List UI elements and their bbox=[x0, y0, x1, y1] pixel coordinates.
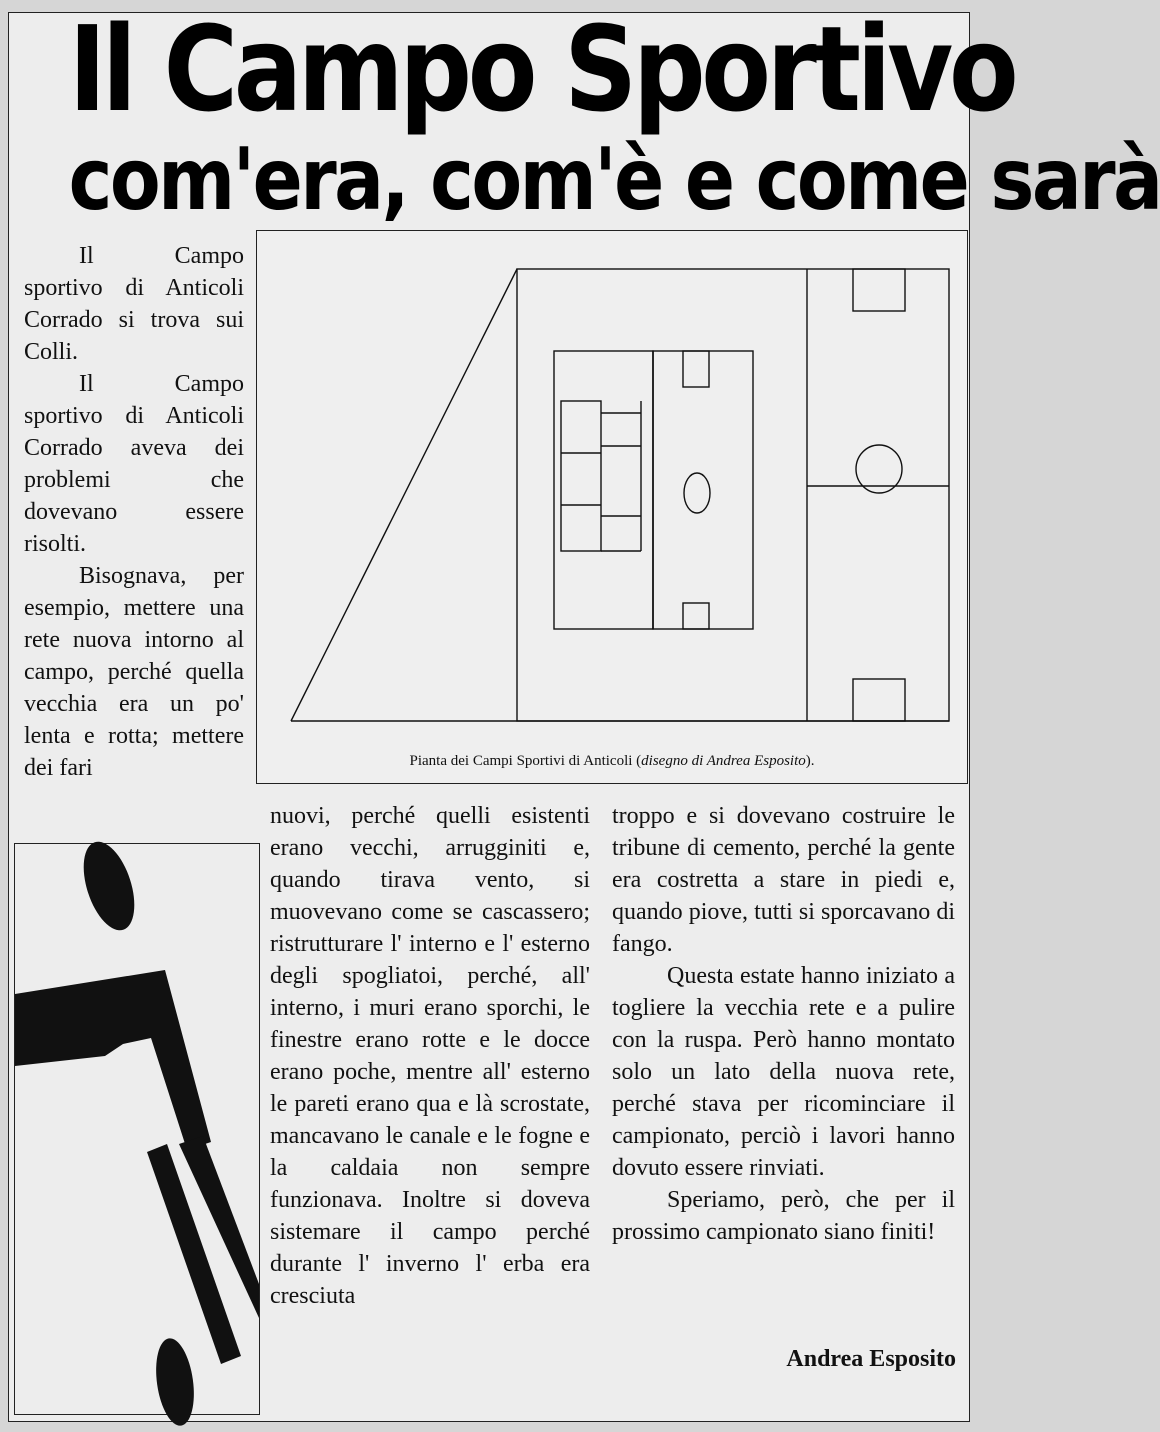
field-plan-drawing bbox=[257, 231, 967, 783]
paragraph: nuovi, perché quelli esistenti erano vecchi, arrugginiti e, quando tirava vento, si muovevano come se cascassero; ristrutturare l' interno e l' esterno degli spogliatoi, perché, all' interno, i muri erano sporchi, le finestre erano rotte e le docce erano poche, mentre all' esterno le pareti erano qua e là scrostate, mancavano le canale e le fogne e la caldaia non sempre funzionava. Inoltre si doveva sistemare il campo perché durante l' inverno l' erba era cresciuta bbox=[270, 803, 590, 1309]
sports-field-plan-figure bbox=[256, 230, 968, 784]
small-football-pitch bbox=[653, 351, 753, 629]
subheadline: com'era, com'è e come sarà bbox=[68, 130, 1160, 230]
paragraph: Questa estate hanno iniziato a togliere la vecchia rete e a pulire con la ruspa. Però hanno montato solo un lato della nuova rete, perché stava per ricominciare il campionato, perciò i lavori hanno dovuto essere rinviati. bbox=[612, 963, 955, 1181]
paragraph: troppo e si dovevano costruire le tribune di cemento, perché la gente era costretta a stare in piedi e, quando piove, tutti si sporcavano di fango. bbox=[612, 803, 955, 957]
perimeter-diagonal-line bbox=[291, 269, 517, 721]
paragraph: Speriamo, però, che per il prossimo campionato siano finiti! bbox=[612, 1187, 955, 1245]
caption-text: Pianta dei Campi Sportivi di Anticoli ( bbox=[409, 753, 642, 769]
article-column-2 bbox=[270, 800, 590, 1312]
goal-area-bottom bbox=[683, 603, 709, 629]
paragraph: Il Campo sportivo di Anticoli Corrado si trova sui Colli. bbox=[24, 243, 244, 365]
caption-credit: disegno di Andrea Esposito bbox=[641, 753, 806, 769]
goal-area-top bbox=[683, 351, 709, 387]
penalty-area-top bbox=[853, 269, 905, 311]
tennis-court-inner bbox=[561, 401, 601, 551]
centre-circle-small bbox=[684, 473, 710, 513]
headline: Il Campo Sportivo bbox=[68, 0, 1015, 138]
author-name: Andrea Esposito bbox=[786, 1346, 956, 1372]
paragraph: Il Campo sportivo di Anticoli Corrado aveva dei problemi che dovevano essere risolti. bbox=[24, 371, 244, 557]
perimeter-fence bbox=[517, 269, 949, 721]
penalty-area-bottom bbox=[853, 679, 905, 721]
article-column-1 bbox=[24, 240, 244, 784]
tennis-court-outer bbox=[554, 351, 653, 629]
paragraph: Bisognava, per esempio, mettere una rete nuova intorno al campo, perché quella vecchia era un po' lenta e rotta; mettere dei fari bbox=[24, 563, 244, 781]
illustration-box bbox=[14, 843, 260, 1415]
caption-end: ). bbox=[805, 753, 815, 769]
figure-caption bbox=[257, 751, 967, 771]
article-column-3 bbox=[612, 800, 955, 1248]
footballer-pictogram-icon bbox=[15, 844, 259, 1414]
